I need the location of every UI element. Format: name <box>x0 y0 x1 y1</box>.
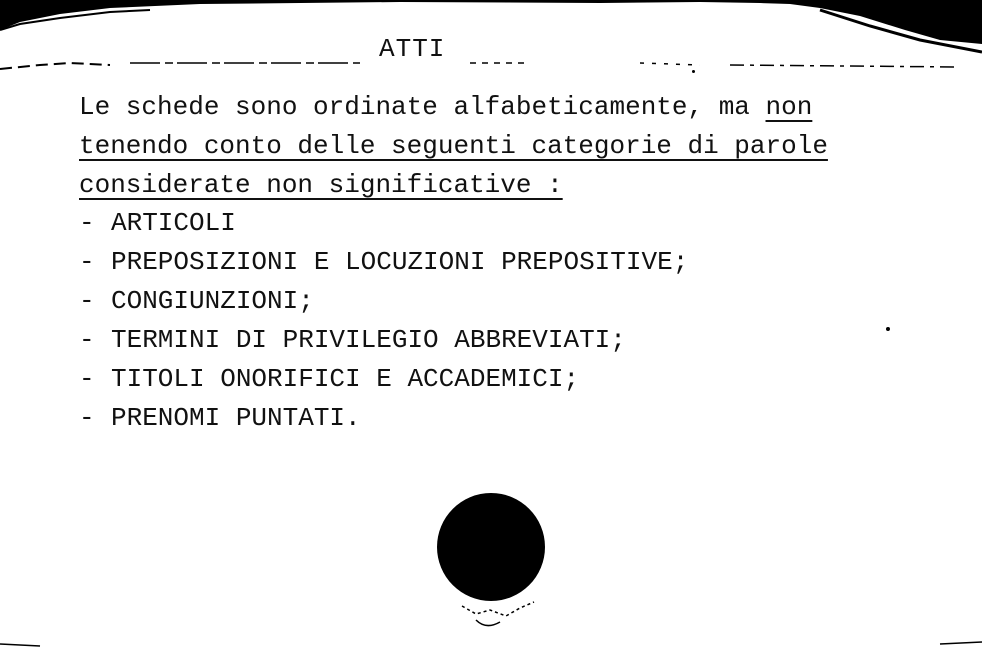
list-item-text: PREPOSIZIONI E LOCUZIONI PREPOSITIVE; <box>111 247 689 277</box>
list-dash: - <box>79 364 95 394</box>
card-title: ATTI <box>379 34 446 64</box>
list-dash: - <box>79 286 95 316</box>
paragraph-line-1-underlined: non <box>765 92 813 122</box>
list-item-text: PRENOMI PUNTATI. <box>111 403 361 433</box>
list-item <box>79 321 688 360</box>
paragraph-line-1 <box>79 88 899 127</box>
list-item-text: TITOLI ONORIFICI E ACCADEMICI; <box>111 364 580 394</box>
list-item <box>79 204 688 243</box>
list-dash: - <box>79 247 95 277</box>
category-list <box>79 204 688 438</box>
list-dash: - <box>79 403 95 433</box>
ink-speck <box>886 327 890 331</box>
list-item-text: TERMINI DI PRIVILEGIO ABBREVIATI; <box>111 325 626 355</box>
ink-speck <box>692 70 695 73</box>
list-item-text: ARTICOLI <box>111 208 236 238</box>
intro-paragraph <box>79 88 899 205</box>
ruled-line <box>0 55 982 75</box>
scan-top-edge <box>0 0 982 90</box>
list-item <box>79 360 688 399</box>
list-item-text: CONGIUNZIONI; <box>111 286 314 316</box>
list-dash: - <box>79 208 95 238</box>
paragraph-line-2: tenendo conto delle seguenti categorie di parole <box>79 131 828 161</box>
list-item <box>79 243 688 282</box>
scan-bottom-edge <box>0 600 982 650</box>
punch-hole <box>437 493 545 601</box>
list-item <box>79 399 688 438</box>
list-dash: - <box>79 325 95 355</box>
paragraph-line-1-text: Le schede sono ordinate alfabeticamente, ma <box>79 92 766 122</box>
list-item <box>79 282 688 321</box>
paragraph-line-3: considerate non significative : <box>79 170 563 200</box>
